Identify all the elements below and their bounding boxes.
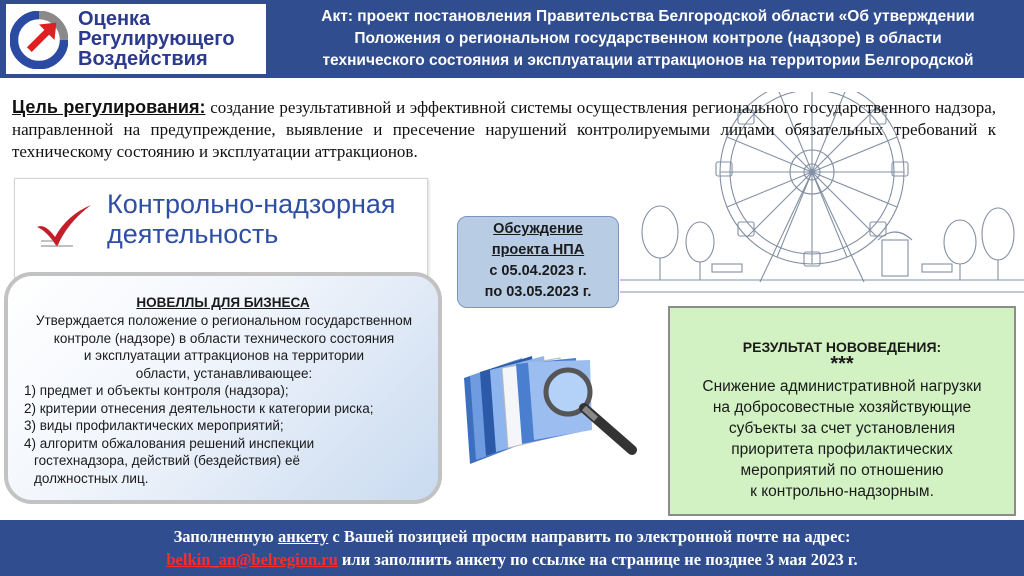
footer-line-2 <box>0 548 1024 571</box>
list-item: должностных лиц. <box>34 470 149 486</box>
novels-intro-line: и эксплуатации аттракционов на территории <box>83 348 365 363</box>
result-line: субъекты за счет установления <box>728 420 956 437</box>
act-title <box>278 6 1018 72</box>
list-item: 3) виды профилактических мероприятий; <box>24 418 284 433</box>
act-title-line-2: Положения о региональном государственном контроле (надзоре) в области <box>354 30 942 47</box>
novels-intro-line: контроле (надзоре) в области технического состояния <box>53 330 395 346</box>
footer-text: Заполненную <box>173 527 278 546</box>
discussion-line-2: проекта НПА <box>491 242 585 258</box>
result-title: РЕЗУЛЬТАТ НОВОВЕДЕНИЯ: <box>742 339 942 355</box>
act-title-line-1: Акт: проект постановления Правительства Белгородской области «Об утверждении <box>321 8 975 25</box>
footer-text: с Вашей позицией просим направить по электронной почте на адрес: <box>328 527 851 546</box>
footer-line-1 <box>0 525 1024 548</box>
result-line: к контрольно-надзорным. <box>750 483 934 500</box>
novels-intro <box>12 312 436 382</box>
folders-magnifier-icon <box>456 348 646 466</box>
result-box <box>668 306 1016 516</box>
result-line: мероприятий по отношению <box>740 462 944 479</box>
result-line: приоритета профилактических <box>731 441 953 458</box>
footer-text: или заполнить анкету по ссылке на странице не позднее 3 мая 2023 г. <box>337 550 858 569</box>
result-text <box>670 376 1014 502</box>
discussion-box <box>457 216 619 308</box>
list-item: гостехнадзора, действий (бездействия) её <box>34 453 300 468</box>
novels-intro-line: Утверждается положение о региональном государственном <box>35 313 413 328</box>
checkmark-icon <box>33 201 95 251</box>
result-stars: *** <box>830 353 854 375</box>
discussion-end-date: по 03.05.2023 г. <box>484 284 592 300</box>
control-banner-line-1: Контрольно-надзорная <box>107 189 396 219</box>
goal-text: создание результативной и эффективной системы осуществления регионального государственного надзора, направленной на предупреждение, выявление и пресечение нарушений контролируемыми лицами обязательных требований к техническому состоянию и эксплуатации аттракционов. <box>12 98 996 161</box>
list-item: 2) критерии отнесения деятельности к категории риска; <box>24 400 374 416</box>
header-bar <box>0 0 1024 78</box>
result-line: на добросовестные хозяйствующие <box>712 399 972 416</box>
logo-text <box>78 9 235 69</box>
act-title-line-3: технического состояния и эксплуатации аттракционов на территории Белгородской <box>322 52 974 69</box>
novels-panel <box>4 272 442 504</box>
logo-mark-icon <box>10 11 68 69</box>
email-link[interactable]: belkin_an@belregion.ru <box>166 550 338 569</box>
novels-title: НОВЕЛЛЫ ДЛЯ БИЗНЕСА <box>136 295 310 310</box>
control-banner <box>14 178 428 278</box>
logo <box>6 4 266 74</box>
control-banner-line-2: деятельность <box>107 219 279 249</box>
logo-line-3: Воздействия <box>78 48 208 70</box>
regulation-goal <box>12 96 996 163</box>
logo-line-1: Оценка <box>78 8 151 30</box>
discussion-line-1: Обсуждение <box>493 221 583 237</box>
logo-line-2: Регулирующего <box>78 28 235 50</box>
footer-bar <box>0 520 1024 576</box>
result-line: Снижение административной нагрузки <box>702 378 982 395</box>
list-item: 1) предмет и объекты контроля (надзора); <box>24 383 289 398</box>
discussion-start-date: с 05.04.2023 г. <box>489 263 587 279</box>
novels-intro-line: области, устанавливающее: <box>135 365 313 381</box>
novels-list <box>24 382 434 487</box>
list-item: 4) алгоритм обжалования решений инспекции <box>24 435 315 451</box>
survey-link[interactable]: анкету <box>277 527 329 546</box>
goal-label: Цель регулирования: <box>12 97 206 117</box>
